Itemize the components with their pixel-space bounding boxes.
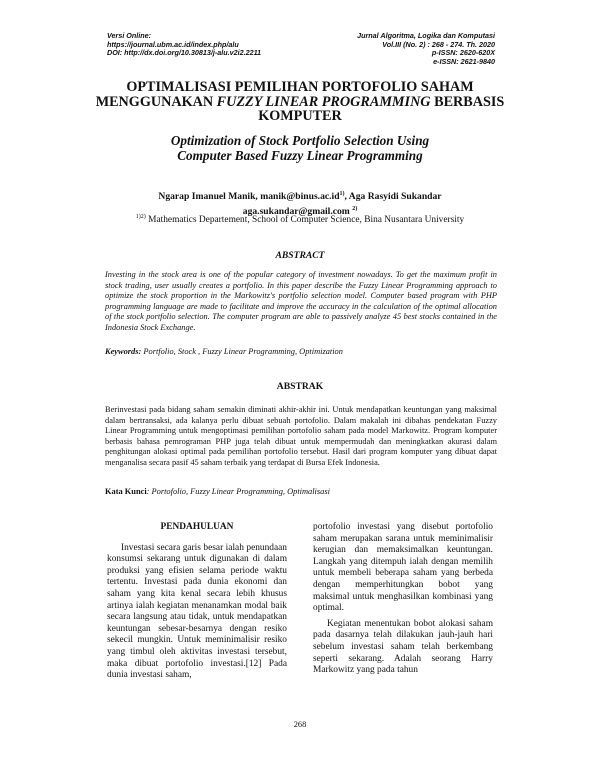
journal-url[interactable]: https://journal.ubm.ac.id/index.php/alu — [107, 39, 239, 49]
volume-info: Vol.III (No. 2) : 268 - 274. Th. 2020 — [382, 39, 495, 49]
title-line-2-italic: FUZZY LINEAR PROGRAMMING — [216, 93, 431, 110]
keywords-indonesian — [105, 487, 497, 498]
online-version-label: Versi Online: — [107, 31, 152, 40]
doi-link[interactable]: DOI: http://dx.doi.org/10.30813/j-alu.v2i2.2211 — [107, 48, 262, 58]
title-line-2-suffix: BERBASIS — [430, 93, 505, 110]
body-column-right — [313, 522, 493, 681]
title-line-2 — [0, 95, 600, 110]
subtitle-line-1: Optimization of Stock Portfolio Selection Using — [170, 133, 430, 148]
subtitle-line-2: Computer Based Fuzzy Linear Programming — [177, 148, 423, 163]
body-column-left — [107, 522, 287, 686]
title-line-2-prefix: MENGGUNAKAN — [95, 93, 217, 110]
author-1: Ngarap Imanuel Manik, manik@binus.ac.id — [158, 191, 340, 203]
affiliation — [0, 212, 600, 226]
affiliation-text: Mathematics Departement, School of Computer Science, Bina Nusantara University — [145, 215, 465, 226]
affiliation-marker: 1)2) — [135, 214, 146, 220]
abstract-english: Investing in the stock area is one of the popular category of investment nowadays. To get the maximum profit in stock trading, user usually creates a portfolio. In this paper describe the Fuzzy Linear Programming approach to optimize the stock proportion in the Markowitz's portfolio selection model. Computer based program with PHP programming language are made to facilitate and improve the accuracy in the calculation of the optimal allocation of the stock portfolio selection. The computer program are able to passively analyze 45 best stocks contained in the Indonesia Stock Exchange. — [105, 270, 497, 332]
keywords-label: Keywords: — [105, 347, 142, 356]
abstrak-heading: ABSTRAK — [276, 381, 324, 392]
journal-header-left — [107, 32, 261, 58]
abstract-indonesian: Berinvestasi pada bidang saham semakin diminati akhir-akhir ini. Untuk mendapatkan keuntungan yang maksimal dalam bertransaksi, ada kalanya perlu dibuat sebuah portofolio. Dalam makalah ini dibahas pendekatan Fuzzy Linear Programming untuk mengoptimasi pemilihan portofolio saham pada model Markowitz. Program komputer berbasis bahasa pemrograman PHP juga telah dibuat untuk mempermudah dan meningkatkan akurasi dalam penghitungan alokasi optimal pada pemilihan portofolio tersebut. Hasil dari program komputer yang dibuat dapat menganalisa secara pasif 45 saham terbaik yang terdapat di Bursa Efek Indonesia. — [105, 405, 497, 467]
author-2-marker: 2) — [352, 206, 358, 213]
author-2-email: aga.sukandar@gmail.com — [242, 206, 350, 218]
body-paragraph: Kegiatan menentukan bobot alokasi saham pada dasarnya telah dilakukan jauh-jauh hari sebelum investasi saham telah berkembang seperti sekarang. Adalah seorang Harry Markowitz yang pada tahun — [313, 618, 493, 676]
e-issn: e-ISSN: 2621-9840 — [433, 56, 495, 66]
kata-kunci-values: : Portofolio, Fuzzy Linear Programming, Optimalisasi — [146, 487, 330, 496]
section-heading-pendahuluan: PENDAHULUAN — [160, 522, 234, 532]
p-issn: p-ISSN: 2620-620X — [431, 48, 495, 58]
keywords-english — [105, 347, 497, 358]
author-2: , Aga Rasyidi Sukandar — [344, 191, 442, 203]
keywords-values: Portfolio, Stock , Fuzzy Linear Programming, Optimization — [141, 347, 343, 356]
paper-subtitle — [0, 133, 600, 163]
kata-kunci-label: Kata Kunci — [105, 487, 147, 496]
page-number: 268 — [293, 720, 307, 729]
paper-title — [0, 80, 600, 124]
body-paragraph: Investasi secara garis besar ialah penundaan konsumsi sekarang untuk digunakan di dalam produksi yang efisien selama periode waktu tertentu. Investasi pada dunia ekonomi dan saham yang kita kenal secara lebih khusus artinya ialah kegiatan menanamkan modal baik secara langsung atau tidak, untuk mendapatkan keuntungan sebesar-besarnya dengan resiko sekecil mungkin. Untuk meminimalisir resiko yang timbul oleh aktivitas investasi tersebut, maka dibuat portofolio investasi.[12] Pada dunia investasi saham, — [107, 542, 287, 681]
author-1-marker: 1) — [339, 191, 345, 197]
authors-line-1 — [0, 188, 600, 203]
title-line-1: OPTIMALISASI PEMILIHAN PORTOFOLIO SAHAM — [126, 79, 474, 95]
abstract-heading: ABSTRACT — [275, 250, 325, 261]
body-paragraph: portofolio investasi yang disebut portofolio saham merupakan sarana untuk meminimalisir kerugian dan memaksimalkan keuntungan. Langkah yang ditempuh ialah dengan memilih untuk membeli beberapa saham yang berbeda dengan memperhitungkan bobot yang maksimal untuk menghasilkan kombinasi yang optimal. — [313, 522, 493, 614]
journal-header-right — [357, 32, 495, 66]
title-line-3: KOMPUTER — [258, 108, 342, 124]
journal-name: Jurnal Algoritma, Logika dan Komputasi — [357, 31, 495, 40]
